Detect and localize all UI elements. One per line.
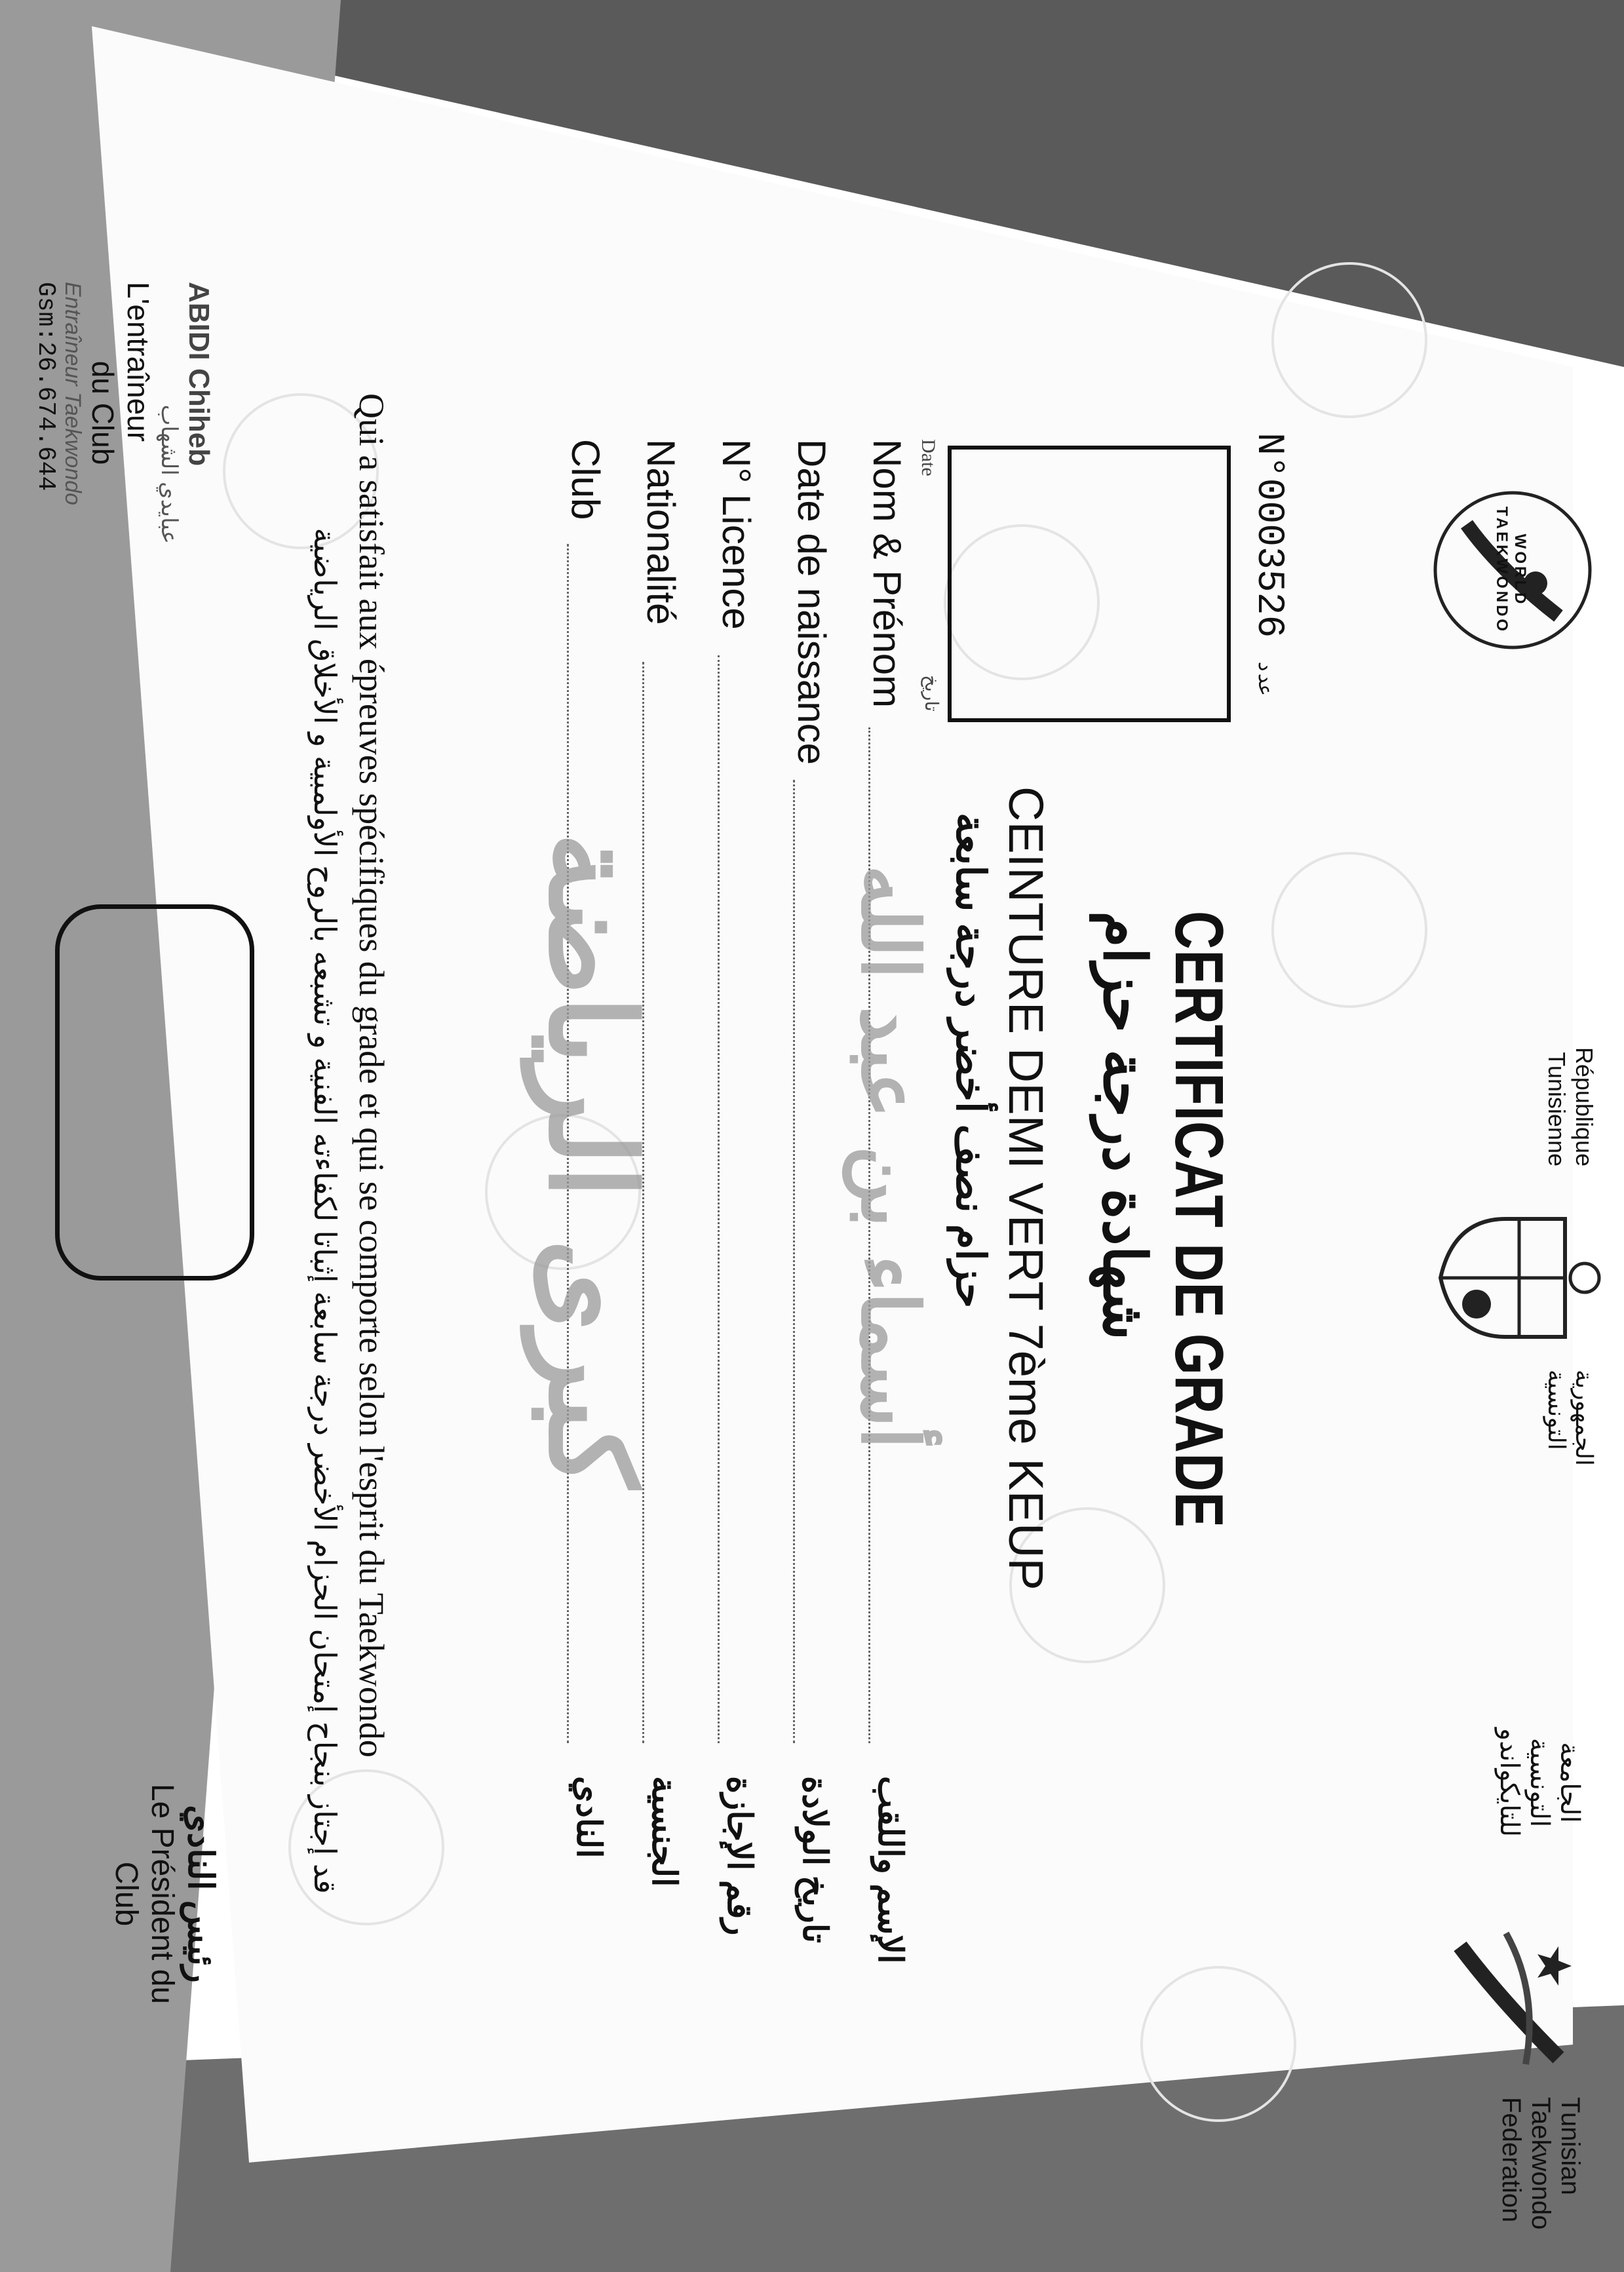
coat-of-arms-icon (1434, 1199, 1604, 1357)
republic-fr (1543, 970, 1598, 1166)
field-licence-line (718, 655, 720, 1743)
federation-ar (1494, 1684, 1585, 1881)
world-taekwondo-logo (1427, 485, 1598, 655)
watermark (1140, 1966, 1296, 2122)
trainer-stamp-gsm: Gsm:26.674.644 (31, 282, 60, 491)
fields-block (398, 439, 936, 1964)
field-club-label-ar: النادي (570, 1776, 608, 1858)
photo-box (948, 446, 1231, 722)
number-label-ar: عدد (1252, 661, 1275, 697)
federation-logo (1440, 1920, 1585, 2077)
title-fr: CERTIFICAT DE GRADE (1161, 911, 1237, 1528)
world-taekwondo-text: WORLD TAEKWONDO (1493, 506, 1529, 634)
federation-emblem-icon (1440, 1920, 1585, 2077)
field-nationality-label-ar: الجنسية (645, 1776, 683, 1887)
federation-en-line3: Federation (1497, 2097, 1526, 2223)
republic-ar-line1: الجمهورية (1571, 1370, 1598, 1466)
trainer-line2: du Club (86, 360, 120, 465)
president-block (108, 1756, 222, 2031)
number-prefix: N° (1247, 433, 1290, 478)
president-label-ar: رئيس النادي (181, 1805, 220, 1983)
field-name-label-fr: Nom & Prénom (865, 439, 909, 708)
republic-ar (1543, 1370, 1598, 1533)
trainer-block (31, 282, 215, 544)
certificate-number (1247, 433, 1290, 696)
trainer-stamp-name: ABIDI Chiheb (183, 282, 215, 467)
republic-fr-line2: Tunisienne (1543, 1052, 1570, 1166)
federation-ar-line1: الجامعة (1555, 1742, 1584, 1823)
handwritten-club: كبرى الرياضة (522, 832, 661, 1489)
republic-ar-line2: التونسية (1543, 1370, 1570, 1450)
grade-fr: CEINTURE DEMI VERT 7ème KEUP (999, 786, 1053, 1590)
photo-date-fr: Date (918, 439, 939, 476)
federation-en-line1: Tunisian (1556, 2097, 1585, 2195)
president-label-fr-line1: Le Président du (145, 1783, 180, 2005)
watermark (1271, 262, 1427, 418)
field-licence-label-ar: رقم الإجازة (720, 1776, 758, 1936)
republic-fr-line1: République (1571, 1047, 1598, 1166)
field-licence-label-fr: N° Licence (714, 439, 758, 630)
number-value: 0003526 (1247, 478, 1290, 638)
watermark (1271, 852, 1427, 1008)
trainer-stamp-name-ar: عبايدي الشهاب (157, 404, 182, 544)
photo-date-ar: تاريخ (921, 675, 942, 712)
statement-fr: Qui a satisfait aux épreuves spécifiques du grade et qui se comporte selon l'esprit du Taekwondo (352, 393, 391, 1758)
title-ar: شهادة درجة حزام (1091, 911, 1157, 1341)
signature-box (55, 904, 254, 1280)
trainer-line1: L'entraîneur (121, 282, 155, 442)
federation-ar-line3: للتايكواندو (1495, 1727, 1524, 1838)
statement-ar: قد إجتاز بنجاح إمتحان الحزام الأخضر درجة سابعة إثباتا لكفاءته الفنية و تشبعه بالروح الأولمبية و الأخلاق الرياضية (308, 528, 342, 1894)
field-birth-label-fr: Date de naissance (790, 439, 834, 765)
grade-ar: حزام نصف أخضر درجة سابعة (948, 813, 993, 1309)
handwritten-name: أسماء بن عبد الله (843, 865, 936, 1450)
field-name-label-ar: الإسم واللقب (871, 1776, 909, 1964)
federation-en-line2: Taekwondo (1526, 2097, 1555, 2230)
federation-en (1496, 2097, 1585, 2254)
field-club-label-fr: Club (564, 439, 608, 520)
field-birth-line (793, 780, 795, 1743)
field-birth-label-ar: تاريخ الولادة (796, 1776, 834, 1944)
tunisia-coat-of-arms (1434, 1199, 1604, 1357)
federation-ar-line2: التونسية (1525, 1737, 1554, 1828)
field-nationality-label-fr: Nationalité (639, 439, 683, 625)
trainer-stamp-line: Entraîneur Taekwondo (60, 282, 85, 505)
president-label-fr-line2: Club (109, 1861, 144, 1927)
